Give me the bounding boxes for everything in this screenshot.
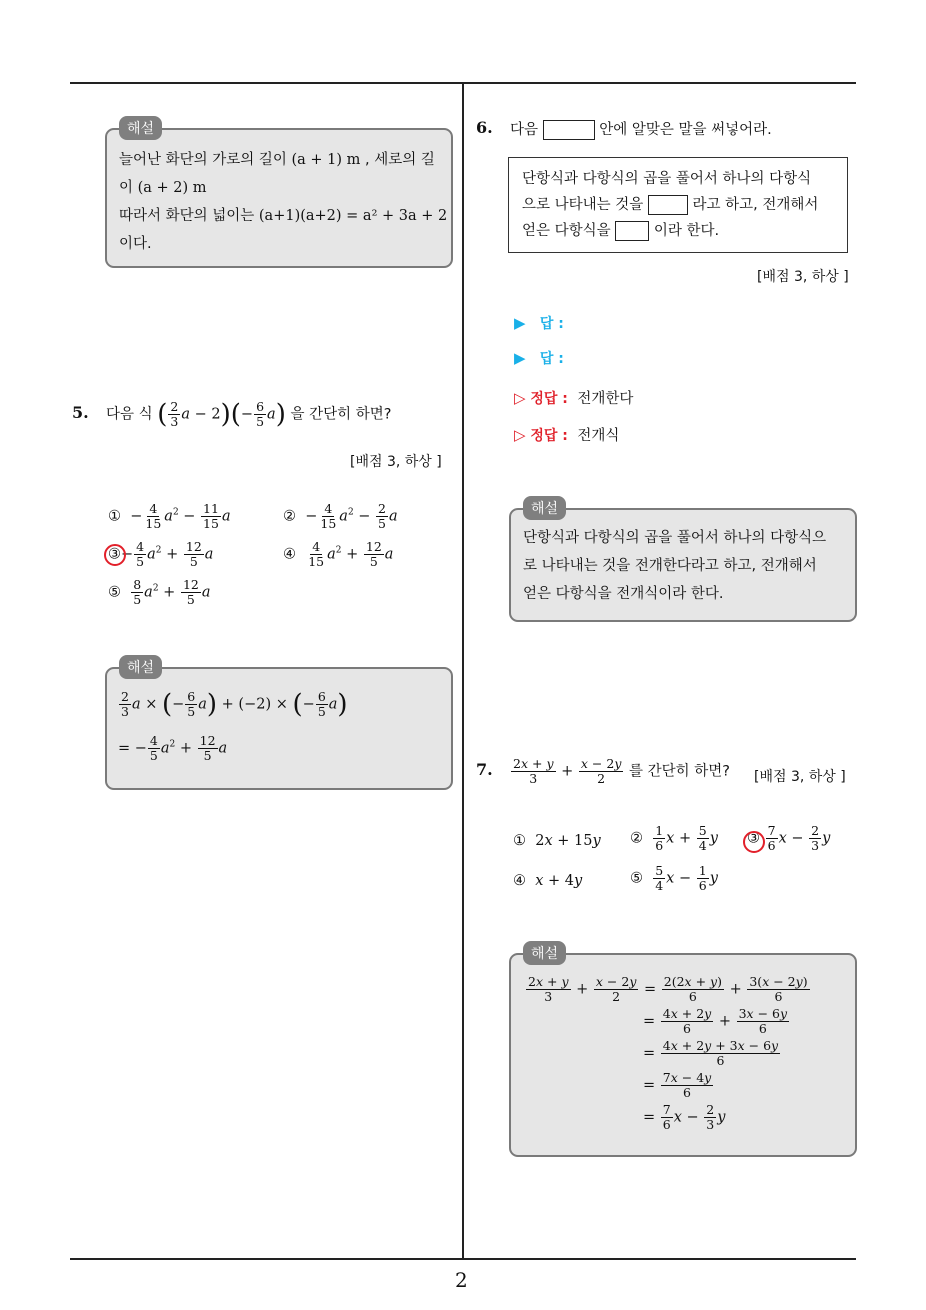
q4-line1-a: 늘어난 화단의 가로의 길이 [119,152,292,168]
q5-option-5-mark: ⑤ [108,584,121,601]
q5-explanation-box [105,667,453,790]
q6-stem-b: 안에 알맞은 말을 써넣어라. [599,122,772,138]
q5-option-2[interactable]: ② − $\frac{4}{15}$ $a^2$ − $\frac{2}{5}$ a [283,501,398,531]
q6-stem-blank [543,120,595,140]
q5-score: [배점 3, 하상 ] [350,454,442,470]
correct-arrow-icon: ▷ [514,426,526,444]
q6-correct-2-label: 정답 : [530,428,568,444]
q4-line3-math: (a+1)(a+2) = a² + 3a + 2 [258,208,448,224]
q4-line1-math: (a + 1) m [291,152,361,168]
q6-answer-1-label: 답 : [539,316,564,332]
q5-number: 5. [72,403,89,422]
q7-explanation-line3: = $\frac{4x + 2y + 3x - 6y}{6}$ [643,1038,779,1068]
q5-explanation-tag: 해설 [119,655,162,679]
q6-box-line2-b: 라고 하고, 전개해서 [692,197,819,213]
q6-box-line2-a: 으로 나타내는 것을 [522,197,644,213]
q7-selected-circle [743,831,765,853]
q6-score: [배점 3, 하상 ] [757,269,849,285]
q7-explanation-line5: = $\frac{7}{6}$ x − $\frac{2}{3}$ y [643,1102,726,1132]
q6-correct-1-value: 전개한다 [577,391,634,407]
q6-correct-1 [514,385,633,413]
q6-question-box-text [522,166,818,244]
q6-number: 6. [476,118,493,137]
answer-arrow-icon: ▶ [514,349,526,367]
q5-option-1[interactable]: ① − $\frac{4}{15}$ $a^2$ − $\frac{11}{15}$ a [108,501,231,531]
q7-explanation-tag: 해설 [523,941,566,965]
q6-explanation-text [523,524,826,608]
q6-explanation-line3: 얻은 다항식을 전개식이라 한다. [523,586,724,602]
q6-correct-1-label: 정답 : [530,391,568,407]
q5-option-3-mark: ③ [108,546,121,563]
q5-option-5[interactable]: ⑤ $\frac{8}{5}$ $a^2$ + $\frac{12}{5}$ a [108,577,211,607]
q7-stem-b: 를 간단히 하면? [628,763,730,780]
q6-blank-2[interactable] [615,221,649,241]
q6-explanation-tag: 해설 [523,496,566,520]
q7-option-5-mark: ⑤ [630,870,643,887]
q4-line1-b: , 세로의 길 [360,152,435,168]
q7-option-2-mark: ② [630,830,643,847]
q6-box-line3-a: 얻은 다항식을 [522,223,611,239]
q6-answer-2-label: 답 : [539,351,564,367]
q7-option-5[interactable]: ⑤ $\frac{5}{4}$ x − $\frac{1}{6}$ y [630,863,718,893]
q4-line2-a: 이 [119,180,138,196]
q6-correct-2-value: 전개식 [577,428,620,444]
q6-explanation-line1: 단항식과 다항식의 곱을 풀어서 하나의 다항식으 [523,530,827,546]
q7-option-1[interactable]: ① 2x + 15y [513,833,601,849]
q4-explanation-tag: 해설 [119,116,162,140]
q5-option-4[interactable]: ④ $\frac{4}{15}$ $a^2$ + $\frac{12}{5}$ a [283,539,394,569]
page-number: 2 [455,1268,468,1292]
q6-box-line3-b: 이라 한다. [653,223,720,239]
q7-explanation-line4: = $\frac{7x - 4y}{6}$ [643,1070,712,1100]
q5-explanation-line2: = − $\frac{4}{5}$ $a^2$ + $\frac{12}{5}$ a [118,733,228,763]
correct-arrow-icon: ▷ [514,389,526,407]
q6-stem-a: 다음 [510,122,539,138]
q5-stem: 다음 식 ( $\frac{2}{3}$ a − 2)(− $\frac{6}{5}$ a) 을 간단히 하면? [106,399,392,430]
q7-explanation-line2: = $\frac{4x + 2y}{6}$ + $\frac{3x - 6y}{6}$ [643,1006,788,1036]
q5-explanation-line1: $\frac{2}{3}$ a × (− $\frac{6}{5}$ a) + (−2) × (− $\frac{6}{5}$ a) [121,689,348,720]
q6-blank-1[interactable] [648,195,688,215]
q7-option-1-mark: ① [513,833,526,849]
q6-box-line1: 단항식과 다항식의 곱을 풀어서 하나의 다항식 [522,171,812,187]
q7-option-3[interactable]: ③ $\frac{7}{6}$ x − $\frac{2}{3}$ y [747,823,831,853]
q5-option-1-mark: ① [108,508,121,525]
q7-option-4[interactable]: ④ x + 4y [513,873,583,889]
q7-score: [배점 3, 하상 ] [754,769,846,785]
q7-stem: $\frac{2x + y}{3}$ + $\frac{x - 2y}{2}$ 를 간단히 하면? [513,756,730,786]
q4-explanation-text [119,146,449,258]
q7-number: 7. [476,760,493,779]
column-divider [462,84,464,1259]
bottom-rule [70,1258,856,1260]
q6-explanation-line2: 로 나타내는 것을 전개한다라고 하고, 전개해서 [523,558,817,574]
q5-stem-b: 을 간단히 하면? [290,406,392,423]
q5-option-4-mark: ④ [283,546,296,563]
q6-answer-1[interactable] [514,313,564,333]
q6-correct-2 [514,422,619,450]
q5-option-2-mark: ② [283,508,296,525]
q4-line3-a: 따라서 화단의 넓이는 [119,208,259,224]
q4-line4: 이다. [119,236,152,252]
q5-selected-circle [104,544,126,566]
q5-option-3[interactable]: ③− $\frac{4}{5}$ $a^2$ + $\frac{12}{5}$ a [108,539,214,569]
q6-answer-2[interactable] [514,348,564,368]
q5-stem-a: 다음 식 [106,406,153,423]
q7-explanation-line1: $\frac{2x + y}{3}$ + $\frac{x - 2y}{2}$ = $\frac{2(2x + y)}{6}$ + $\frac{3(x - 2y)}{6}$ [528,974,808,1004]
q7-option-3-mark: ③ [747,830,760,847]
q6-stem [510,116,772,144]
q7-option-2[interactable]: ② $\frac{1}{6}$ x + $\frac{5}{4}$ y [630,823,718,853]
answer-arrow-icon: ▶ [514,314,526,332]
q4-line2-math: (a + 2) m [137,180,207,196]
q7-option-4-mark: ④ [513,873,526,889]
